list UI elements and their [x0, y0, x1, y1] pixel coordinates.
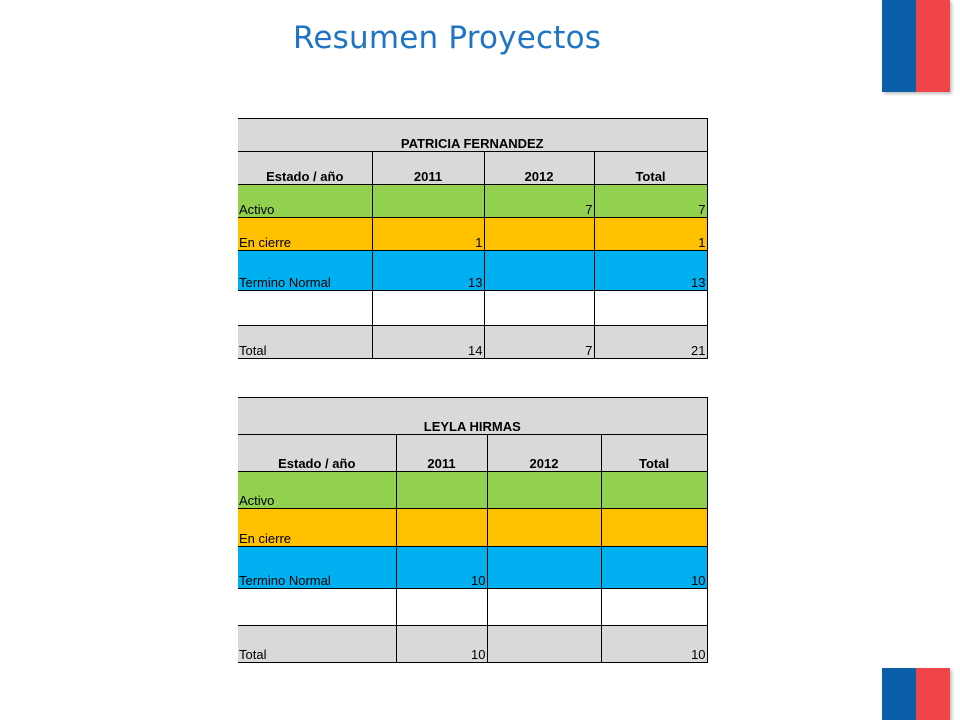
table-row-en-cierre	[238, 509, 707, 547]
summary-table-patricia-fernandez	[238, 118, 708, 359]
column-header-2012: 2012	[487, 435, 601, 472]
row-label: Termino Normal	[238, 251, 372, 291]
cell-2012	[484, 291, 594, 326]
table-person-name: PATRICIA FERNANDEZ	[238, 119, 707, 152]
table-person-name: LEYLA HIRMAS	[238, 398, 707, 435]
cell-2011: 10	[396, 547, 487, 589]
column-header-2011: 2011	[396, 435, 487, 472]
cell-2011	[396, 472, 487, 509]
cell-2012: 7	[484, 185, 594, 218]
table-row-activo	[238, 185, 707, 218]
cell-total	[594, 291, 707, 326]
slide-title: Resumen Proyectos	[293, 20, 602, 56]
table-row-total	[238, 626, 707, 663]
table-row-activo	[238, 472, 707, 509]
cell-total: 21	[594, 326, 707, 359]
cell-2011	[396, 589, 487, 626]
cell-2011: 14	[372, 326, 484, 359]
table-row-blank	[238, 291, 707, 326]
row-label: En cierre	[238, 509, 396, 547]
cell-total	[601, 589, 707, 626]
cell-2012	[484, 218, 594, 251]
column-header-total: Total	[594, 152, 707, 185]
row-label: Activo	[238, 185, 372, 218]
cell-2011	[372, 291, 484, 326]
column-header-estado: Estado / año	[238, 435, 396, 472]
cell-2012	[487, 626, 601, 663]
cell-2011	[372, 185, 484, 218]
row-label: Total	[238, 626, 396, 663]
chile-flag-logo-bottom	[882, 668, 950, 720]
column-header-estado: Estado / año	[238, 152, 372, 185]
cell-total: 10	[601, 626, 707, 663]
cell-total	[601, 472, 707, 509]
cell-2012	[487, 547, 601, 589]
cell-2011: 13	[372, 251, 484, 291]
cell-2011	[396, 509, 487, 547]
row-label: En cierre	[238, 218, 372, 251]
column-header-2011: 2011	[372, 152, 484, 185]
column-header-total: Total	[601, 435, 707, 472]
chile-flag-logo-top	[882, 0, 950, 92]
summary-table-leyla-hirmas	[238, 397, 708, 663]
cell-total	[601, 509, 707, 547]
row-label: Activo	[238, 472, 396, 509]
cell-2011: 10	[396, 626, 487, 663]
cell-2012	[487, 509, 601, 547]
row-label: Total	[238, 326, 372, 359]
table-row-termino-normal	[238, 547, 707, 589]
table-row-blank	[238, 589, 707, 626]
column-header-2012: 2012	[484, 152, 594, 185]
table-row-total	[238, 326, 707, 359]
cell-total: 13	[594, 251, 707, 291]
cell-total: 10	[601, 547, 707, 589]
cell-2012: 7	[484, 326, 594, 359]
row-label	[238, 589, 396, 626]
cell-2011: 1	[372, 218, 484, 251]
cell-2012	[487, 589, 601, 626]
cell-2012	[487, 472, 601, 509]
table-row-termino-normal	[238, 251, 707, 291]
row-label	[238, 291, 372, 326]
cell-total: 1	[594, 218, 707, 251]
row-label: Termino Normal	[238, 547, 396, 589]
cell-2012	[484, 251, 594, 291]
cell-total: 7	[594, 185, 707, 218]
table-row-en-cierre	[238, 218, 707, 251]
